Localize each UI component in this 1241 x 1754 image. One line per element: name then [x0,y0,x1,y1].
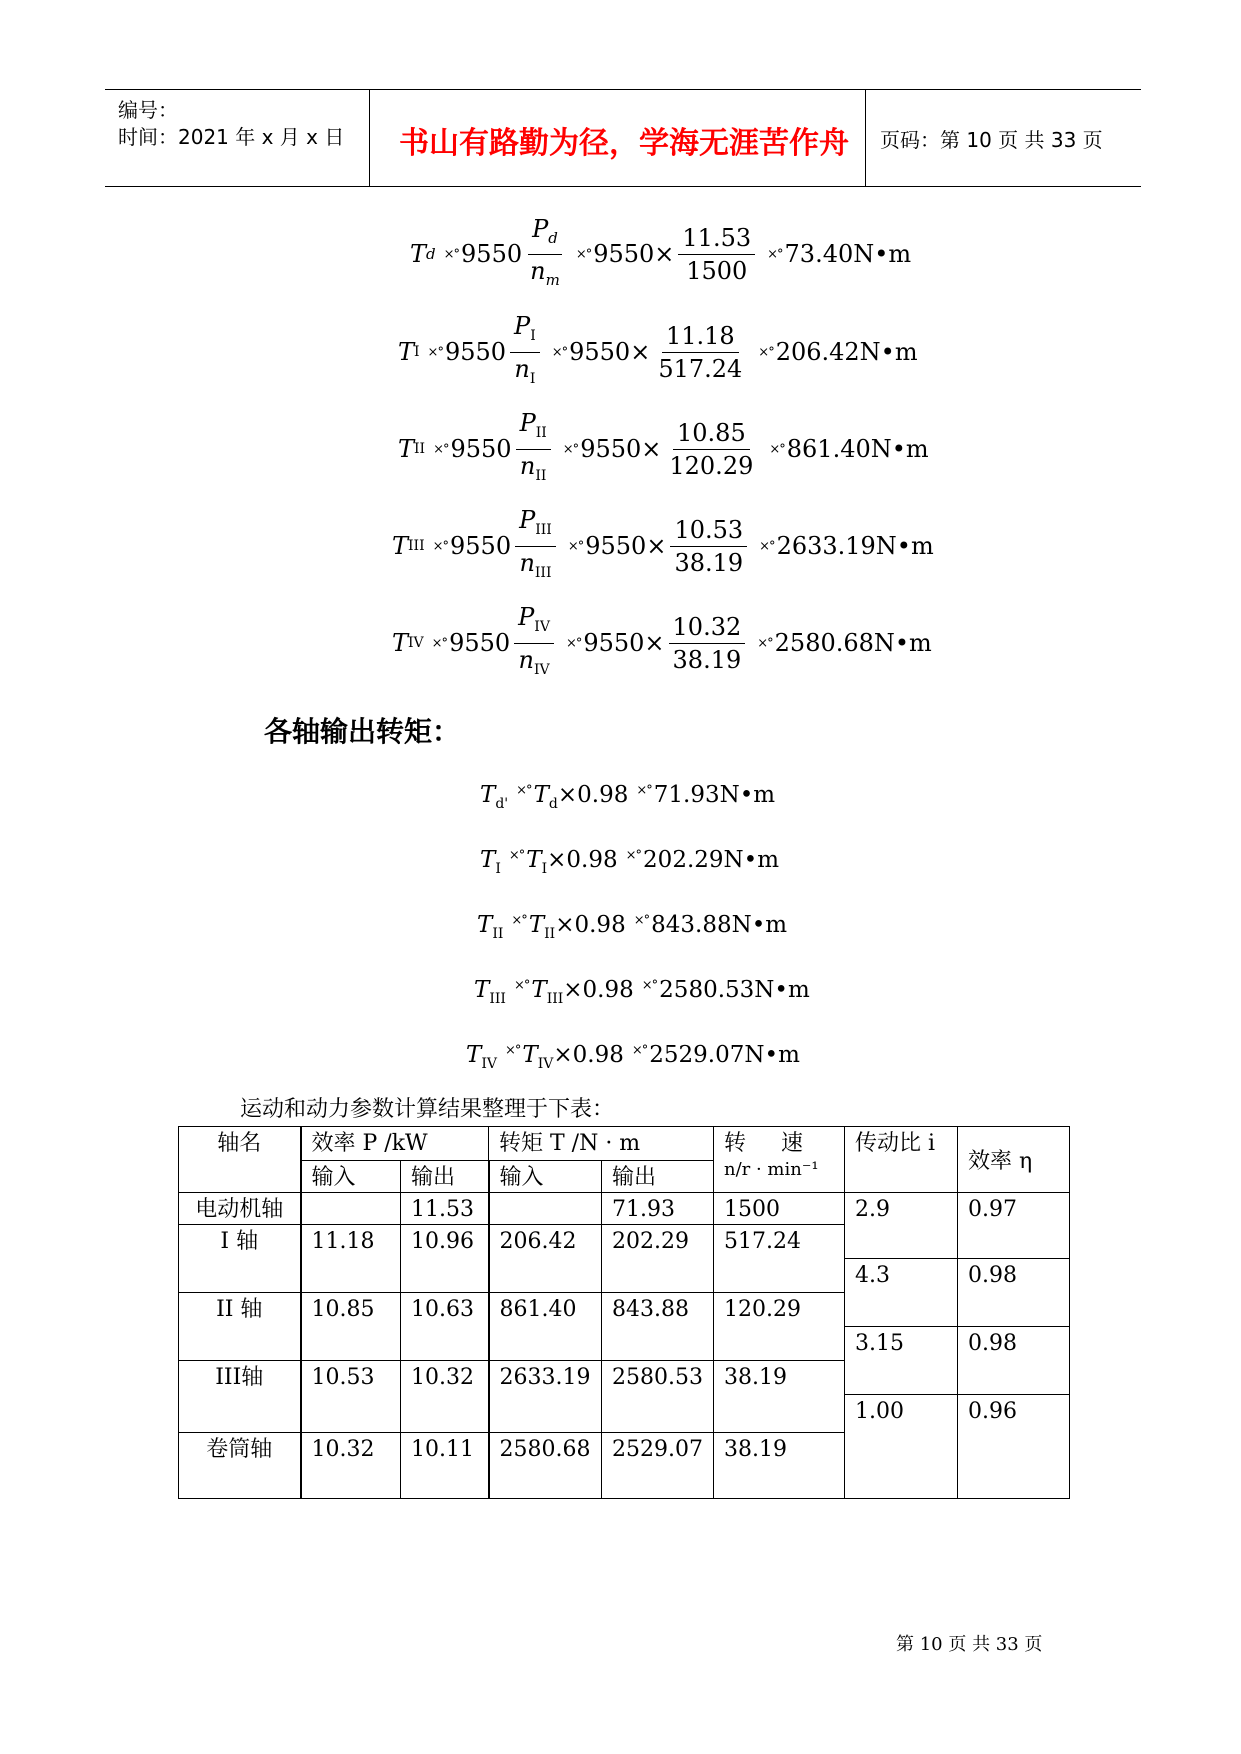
frac-num-value: 11.18 [662,323,739,353]
formula-mark: ×° [562,441,579,457]
ratio-cell: 4.3 [845,1259,958,1327]
formula-symbol: T [392,532,409,560]
ratio-cell: 1.00 [845,1395,958,1499]
output-result: 71.93N•m [653,782,776,808]
header-motto-cell [371,90,866,186]
rhs-subscript: III [546,991,564,1007]
formula-symbol: T [410,240,427,268]
formula-mark: ×° [516,783,532,798]
row-t-out: 2529.07 [602,1433,714,1499]
ratio-cell: 3.15 [845,1327,958,1395]
formula-result: 73.40N•m [784,240,912,268]
frac-num-value: 10.32 [669,614,746,644]
row-speed: 38.19 [714,1361,845,1433]
frac-den-symbol: n [519,548,535,577]
page-footer: 第 10 页 共 33 页 [896,1634,1043,1655]
rhs-symbol: T [531,977,547,1003]
formula-coef: 9550 [461,240,523,268]
frac-den-sub: m [545,270,560,289]
torque-formula [398,311,918,388]
frac-num-symbol: P [518,602,535,631]
frac-num-sub: IV [534,618,550,635]
header-axis: 轴名 [179,1127,301,1193]
row-t-out: 2580.53 [602,1361,714,1433]
section-heading: 各轴输出转矩： [264,715,461,748]
header-efficiency: 效率 η [958,1127,1070,1193]
frac-num-symbol: P [519,505,536,534]
formula-coef: 9550 [450,435,512,463]
frac-den-sub: III [534,564,552,581]
frac-den-sub: II [535,467,547,484]
row-t-in: 2633.19 [489,1361,602,1433]
formula-mark: ×° [431,635,448,651]
torque-formula [398,408,929,485]
number-label: 编号： [118,98,178,122]
eta-cell: 0.96 [958,1395,1070,1499]
output-torque-formula [480,847,779,877]
row-p-in [301,1193,401,1225]
formula-fraction-numeric [678,225,755,284]
row-name: III轴 [179,1361,301,1433]
lhs-subscript: I [495,861,501,877]
output-result: 2529.07N•m [649,1042,800,1068]
formula-mark: ×° [641,978,658,993]
formula-mark: ×° [504,1043,521,1058]
formula-mark: ×° [508,848,525,863]
rhs-subscript: d [548,796,558,812]
lhs-symbol: T [477,912,493,938]
row-p-out: 10.96 [401,1225,489,1293]
frac-num-value: 10.85 [673,420,750,450]
formula-mark: ×° [427,344,443,360]
rhs-symbol: T [533,782,549,808]
lhs-subscript: IV [481,1056,497,1072]
row-p-in: 10.32 [301,1433,401,1499]
formula-fraction-numeric [669,614,746,673]
rhs-symbol: T [526,847,542,873]
row-name: 卷筒轴 [179,1433,301,1499]
formula-fraction-symbolic [514,604,554,683]
formula-result: 2633.19N•m [776,532,934,560]
formula-mark: ×° [759,538,775,554]
row-p-out: 11.53 [401,1193,489,1225]
row-t-out: 843.88 [602,1293,714,1361]
frac-den-sub: I [529,370,536,387]
formula-result: 2580.68N•m [774,629,932,657]
lhs-subscript: III [489,991,506,1007]
header-torque: 转矩 T /N · m [489,1127,714,1161]
row-name: I 轴 [179,1225,301,1293]
frac-num-value: 10.53 [670,517,747,547]
formula-fraction-numeric [654,323,746,382]
torque-formula [392,505,934,582]
formula-mult: 9550× [569,338,651,366]
formula-result: 206.42N•m [775,338,918,366]
row-p-in: 10.85 [301,1293,401,1361]
factor: ×0.98 [557,782,629,808]
formula-mark: ×° [443,246,460,262]
formula-symbol: T [392,629,409,657]
lhs-symbol: T [466,1042,482,1068]
row-t-out: 71.93 [602,1193,714,1225]
factor: ×0.98 [555,912,626,938]
rhs-symbol: T [522,1042,538,1068]
formula-symbol: T [398,338,415,366]
output-torque-formula [477,912,787,942]
formula-fraction-numeric [670,517,747,576]
formula-mark: ×° [636,783,652,798]
torque-formula [392,602,932,679]
row-p-out: 10.63 [401,1293,489,1361]
frac-den-value: 38.19 [674,548,744,577]
header-ratio: 传动比 i [845,1127,958,1193]
formula-subscript: I [414,344,420,360]
lhs-symbol: T [474,977,490,1003]
header-speed [714,1127,845,1193]
output-torque-formula [480,782,775,812]
output-result: 843.88N•m [651,912,788,938]
factor: ×0.98 [547,847,618,873]
formula-mark: ×° [565,635,582,651]
header-speed-unit: n/r · min⁻¹ [724,1159,819,1180]
formula-mult: 9550× [585,532,667,560]
formula-mark: ×° [575,246,592,262]
factor: ×0.98 [563,977,634,1003]
formula-subscript: IV [408,635,424,651]
lhs-subscript: d' [495,796,509,812]
ratio-cell: 2.9 [845,1193,958,1259]
frac-num-sub: d [548,228,558,247]
formula-fraction-symbolic [516,410,551,489]
formula-mark: ×° [633,913,650,928]
row-speed: 1500 [714,1193,845,1225]
formula-mark: ×° [567,538,584,554]
formula-coef: 9550 [450,532,512,560]
frac-den-symbol: n [530,256,546,285]
formula-mark: ×° [631,1043,648,1058]
frac-den-sub: IV [533,661,550,678]
row-speed: 517.24 [714,1225,845,1293]
row-p-out: 10.32 [401,1361,489,1433]
formula-mark: ×° [511,913,527,928]
torque-formula [410,214,912,290]
row-t-in: 206.42 [489,1225,602,1293]
lhs-subscript: II [492,926,504,942]
row-speed: 120.29 [714,1293,845,1361]
eta-cell: 0.98 [958,1327,1070,1395]
row-name: II 轴 [179,1293,301,1361]
row-t-in [489,1193,602,1225]
header-torque-out: 输出 [602,1161,714,1193]
formula-fraction-symbolic [526,216,564,293]
header-meta [105,90,370,186]
formula-mark: ×° [625,848,642,863]
frac-den-value: 1500 [686,256,748,285]
frac-den-symbol: n [518,645,534,674]
formula-mult: 9550× [583,629,665,657]
formula-subscript: II [414,441,426,457]
frac-den-value: 120.29 [669,451,754,480]
row-p-out: 10.11 [401,1433,489,1499]
header-power-out: 输出 [401,1161,489,1193]
frac-num-symbol: P [532,214,549,243]
formula-symbol: T [398,435,415,463]
header-power-in: 输入 [301,1161,401,1193]
header-torque-in: 输入 [489,1161,602,1193]
formula-fraction-numeric [665,420,757,479]
row-p-in: 10.53 [301,1361,401,1433]
table-row [179,1193,1070,1225]
lhs-symbol: T [480,782,496,808]
formula-mark: ×° [767,246,783,262]
frac-den-symbol: n [514,354,530,383]
formula-subscript: III [408,538,425,554]
formula-mark: ×° [757,635,773,651]
formula-coef: 9550 [449,629,511,657]
rhs-symbol: T [528,912,545,938]
formula-mark: ×° [551,344,568,360]
eta-cell: 0.97 [958,1193,1070,1259]
factor: ×0.98 [553,1042,624,1068]
frac-num-sub: I [530,327,536,344]
header-speed-label: 转 速 [724,1131,803,1156]
formula-result: 861.40N•m [786,435,929,463]
formula-fraction-symbolic [515,507,556,586]
output-result: 202.29N•m [643,847,780,873]
frac-num-sub: III [535,521,552,538]
formula-mult: 9550× [580,435,662,463]
formula-mark: ×° [513,978,530,993]
formula-subscript: d [426,245,436,263]
header-power: 效率 P /kW [301,1127,489,1161]
row-t-out: 202.29 [602,1225,714,1293]
rhs-subscript: IV [537,1056,554,1072]
motto: 书山有路勤为径，学海无涯苦作舟 [399,126,849,161]
page-info: 页码：第 10 页 共 33 页 [880,128,1103,152]
formula-mark: ×° [432,538,449,554]
rhs-subscript: I [541,861,548,877]
formula-fraction-symbolic [510,313,540,392]
row-t-in: 861.40 [489,1293,602,1361]
frac-den-symbol: n [519,451,536,480]
frac-den-value: 517.24 [658,354,743,383]
formula-mult: 9550× [593,240,675,268]
rhs-subscript: II [544,926,556,942]
frac-num-sub: II [535,424,547,441]
output-torque-formula [474,977,810,1007]
page-header [105,89,1141,187]
formula-coef: 9550 [444,338,507,366]
formula-mark: ×° [433,441,449,457]
frac-num-symbol: P [514,311,531,340]
frac-num-value: 11.53 [678,225,755,255]
table-intro: 运动和动力参数计算结果整理于下表： [240,1097,615,1122]
formula-mark: ×° [758,344,774,360]
row-p-in: 11.18 [301,1225,401,1293]
formula-mark: ×° [769,441,785,457]
time-label: 时间：2021 年 x 月 x 日 [118,125,345,149]
output-result: 2580.53N•m [659,977,810,1003]
eta-cell: 0.98 [958,1259,1070,1327]
row-speed: 38.19 [714,1433,845,1499]
row-t-in: 2580.68 [489,1433,602,1499]
lhs-symbol: T [480,847,496,873]
results-table [178,1126,1070,1499]
frac-num-symbol: P [519,408,536,437]
row-name: 电动机轴 [179,1193,301,1225]
output-torque-formula [466,1042,800,1072]
frac-den-value: 38.19 [672,645,742,674]
